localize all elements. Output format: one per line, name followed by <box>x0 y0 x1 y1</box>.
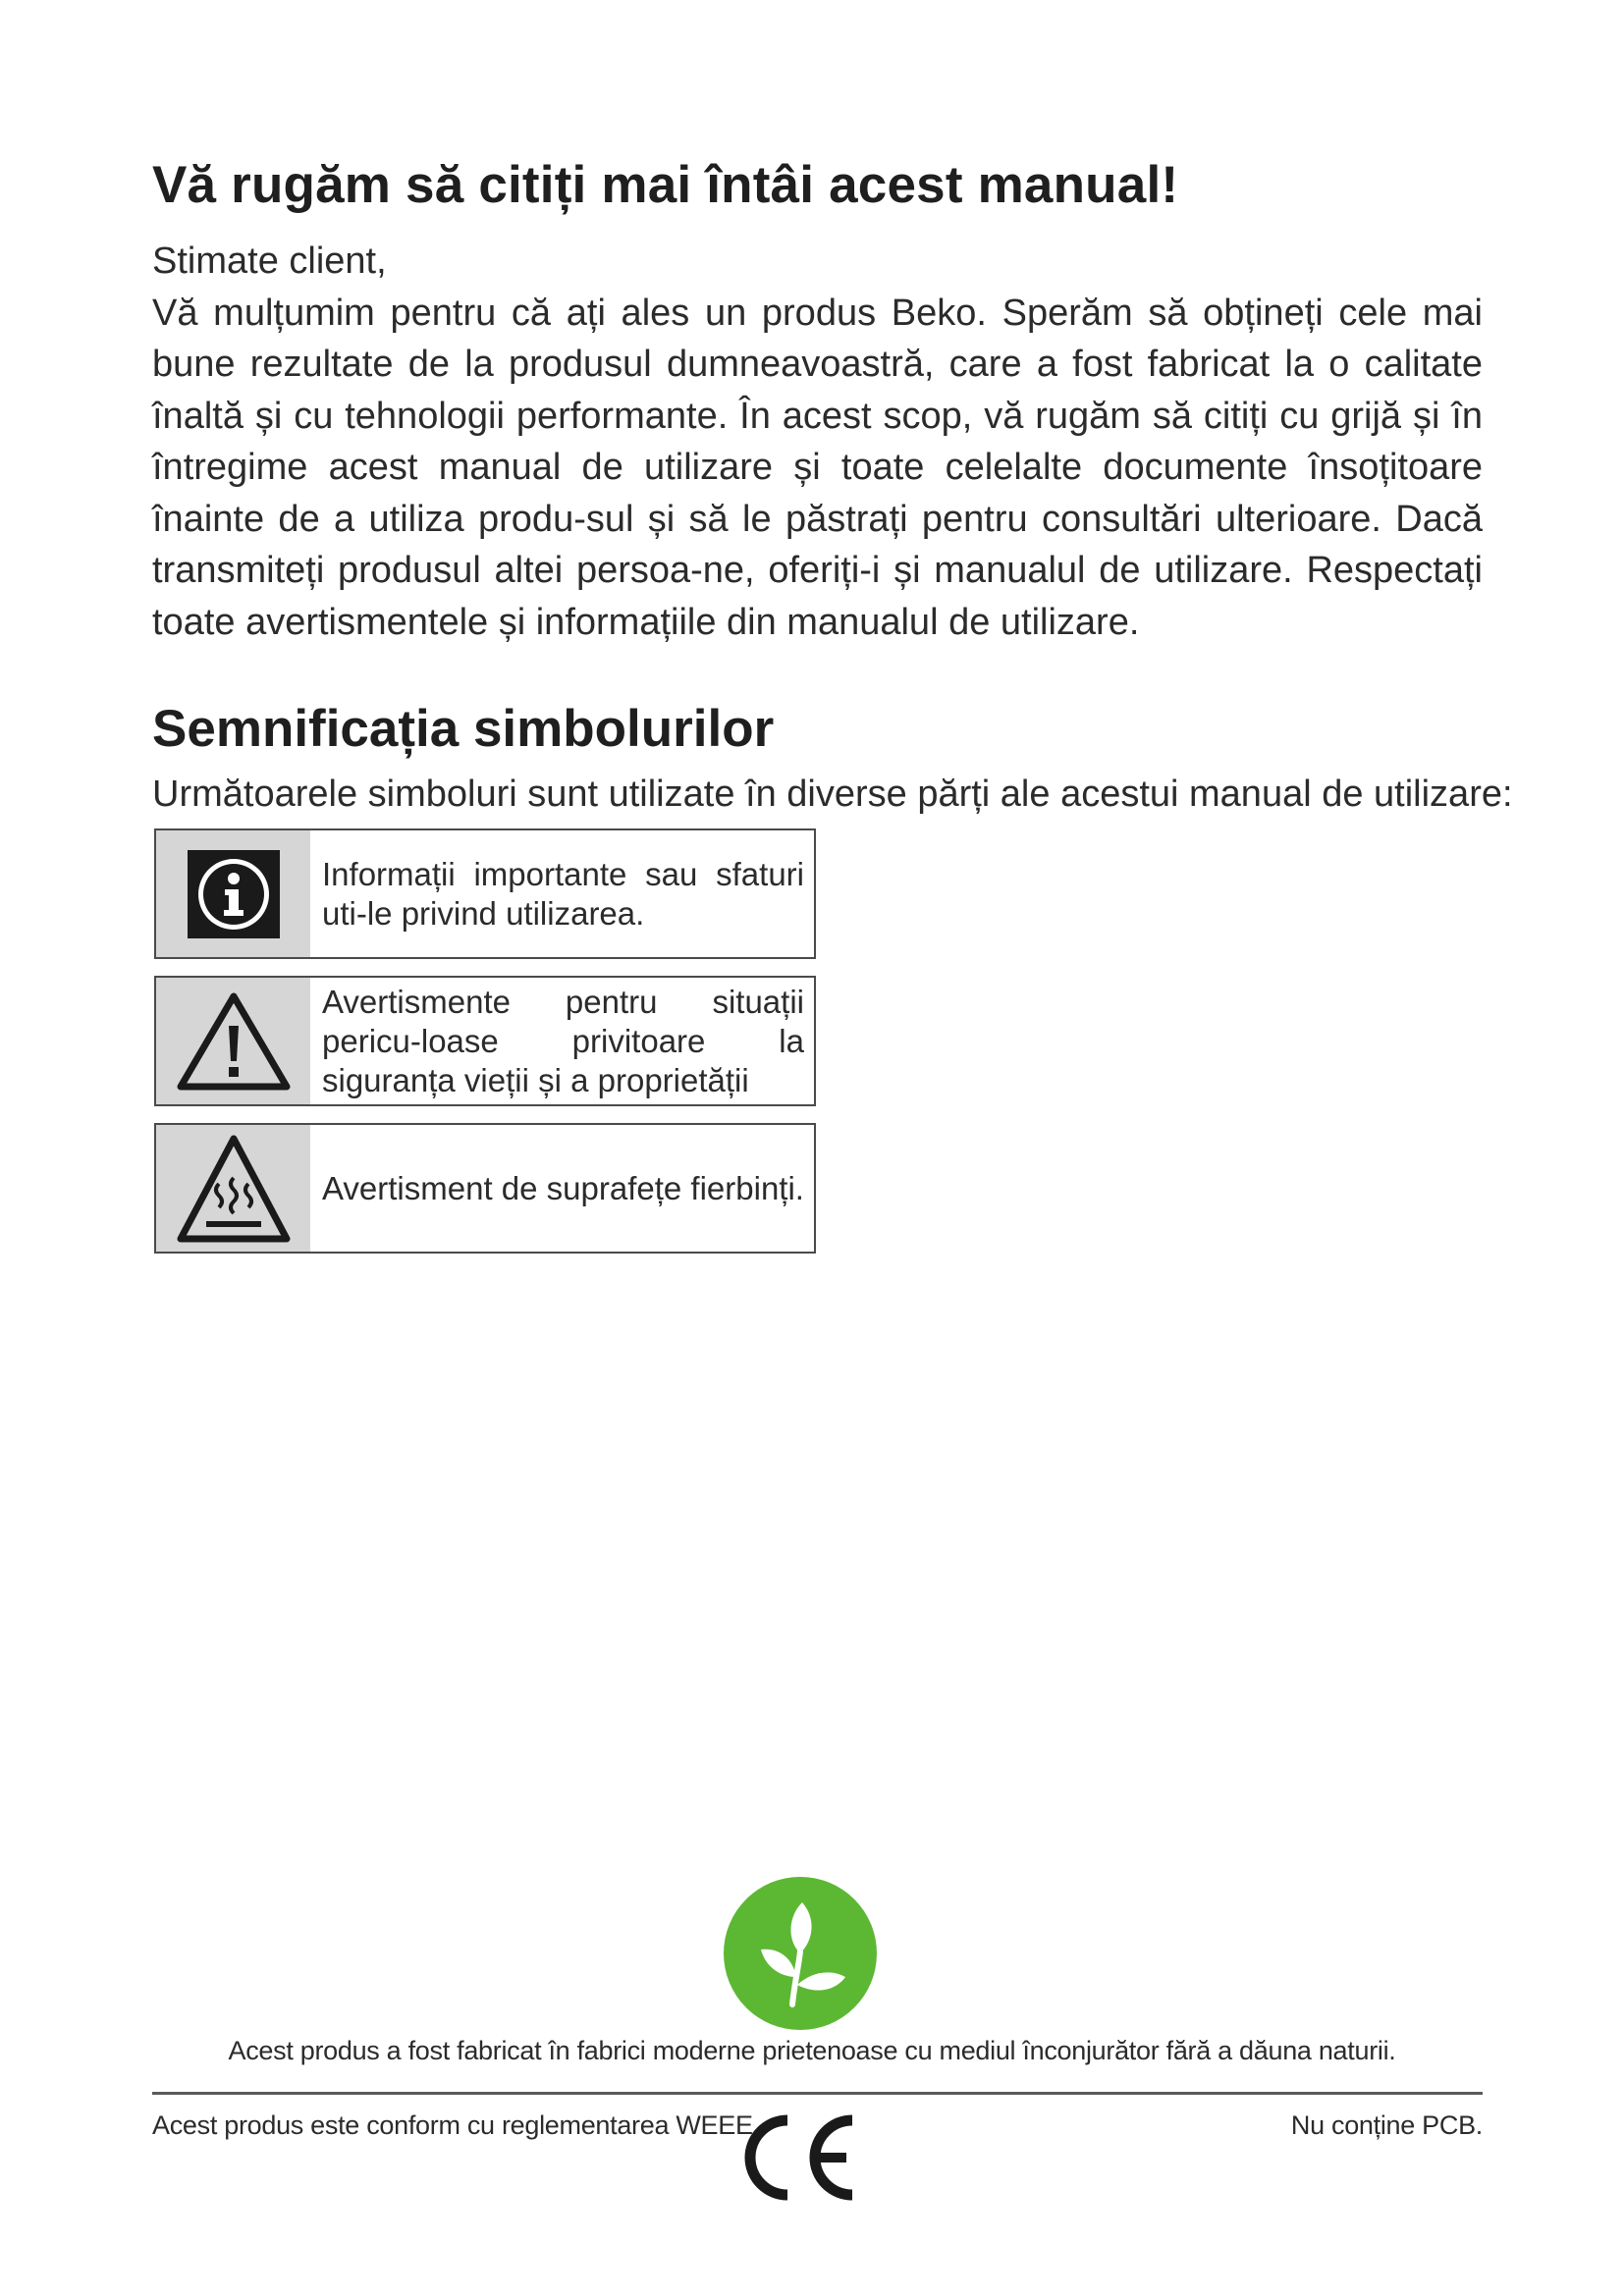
symbol-text: Avertisment de suprafețe fierbinți. <box>322 1169 804 1206</box>
info-icon <box>188 850 280 938</box>
footer-divider <box>152 2092 1483 2095</box>
intro-paragraph: Vă mulțumim pentru că ați ales un produs Beko. Sperăm să obțineți cele mai bune rezultate de la produsul dumneavoastră, care a fost fabricat la o calitate înaltă și cu tehnologii performante. În acest scop, vă rugăm să citiți cu grijă și în întregime acest manual de utilizare și toate celelalte documente însoțitoare înainte de a utiliza produ-sul și să le păstrați pentru consultări ulterioare. Dacă transmiteți produsul altei persoa-ne, oferiți-i și manualul de utilizare. Respectați toate avertismentele și informațiile din manualul de utilizare. <box>152 292 1483 643</box>
symbol-row-info <box>154 828 816 959</box>
symbol-text: Avertismente pentru situații pericu-loase privitoare la siguranța vieții și a proprietății <box>322 983 804 1098</box>
symbol-row-hot-surface <box>154 1123 816 1254</box>
symbols-heading: Semnificația simbolurilor <box>152 700 775 758</box>
hot-surface-icon <box>177 1135 291 1243</box>
weee-notice: Acest produs este conform cu reglementarea WEEE. <box>152 2110 760 2140</box>
ce-mark-icon <box>727 2103 864 2211</box>
eco-caption: Acest produs a fost fabricat în fabrici moderne prietenoase cu mediul înconjurător fără a dăuna naturii. <box>228 2036 1396 2065</box>
symbols-intro: Următoarele simboluri sunt utilizate în diverse părți ale acestui manual de utilizare: <box>152 774 1513 815</box>
symbol-text: Informații importante sau sfaturi uti-le privind utilizarea. <box>322 855 804 932</box>
pcb-notice: Nu conține PCB. <box>1290 2110 1483 2140</box>
symbol-icon-cell <box>156 830 310 957</box>
page-title: Vă rugăm să citiți mai întâi acest manual! <box>152 156 1179 214</box>
symbol-icon-cell <box>156 978 310 1104</box>
intro-section <box>152 236 1483 648</box>
warning-icon <box>177 992 291 1091</box>
symbol-row-warning <box>154 976 816 1106</box>
symbol-icon-cell <box>156 1125 310 1252</box>
eco-leaf-icon <box>722 1875 879 2032</box>
greeting: Stimate client, <box>152 240 387 282</box>
